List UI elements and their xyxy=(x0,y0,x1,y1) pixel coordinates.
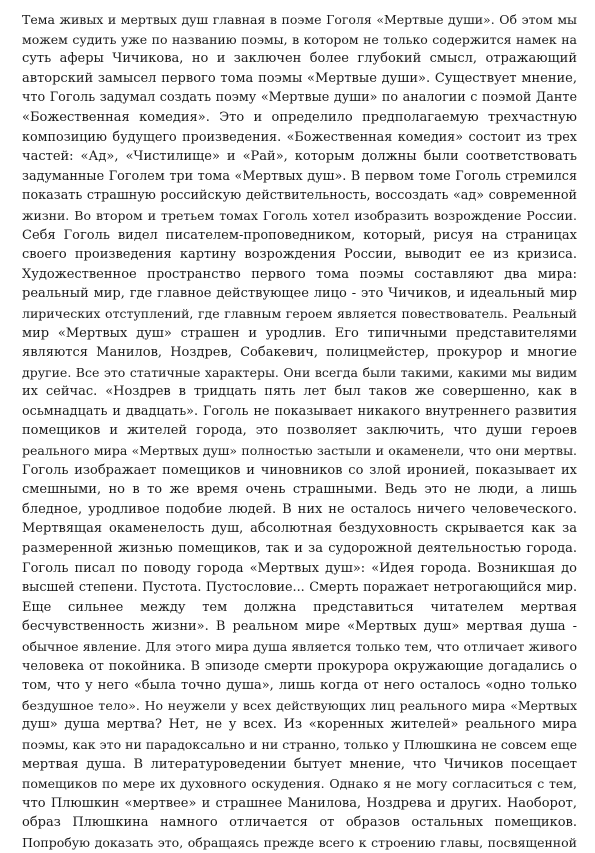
text-line: лирических отступлений, где главным героем является повествователь. Реальный xyxy=(22,305,577,321)
text-line: суть аферы Чичикова, но и заключен более глубокий смысл, отражающий xyxy=(22,51,577,67)
text-line: бездушное тело». Но неужели у всех действующих лиц реального мира «Мертвых xyxy=(22,697,577,713)
text-line: частей: «Ад», «Чистилище» и «Рай», которым должны были соответствовать xyxy=(22,149,577,165)
text-line: реального мира «Мертвых душ» полностью застыли и окаменели, что они мертвы. xyxy=(22,443,577,459)
text-line: осьмнадцать и двадцать». Гоголь не показывает никакого внутреннего развития xyxy=(22,403,577,419)
text-line: мир «Мертвых душ» страшен и уродлив. Его типичными представителями xyxy=(22,325,577,341)
text-line: Тема живых и мертвых душ главная в поэме Гоголя «Мертвые души». Об этом мы xyxy=(22,12,577,27)
text-line: помещиков по мере их духовного оскудения. Однако я не могу согласиться с тем, xyxy=(22,776,577,792)
text-line: что Гоголь задумал создать поэму «Мертвые души» по аналогии с поэмой Данте xyxy=(22,90,577,106)
text-line: являются Манилов, Ноздрев, Собакевич, полицмейстер, прокурор и многие xyxy=(22,345,577,361)
text-line: Мертвящая окаменелость душ, абсолютная бездуховность скрывается как за xyxy=(22,521,577,537)
text-line: задуманные Гоголем три тома «Мертвых душ». В первом томе Гоголь стремился xyxy=(22,168,577,184)
text-line: Художественное пространство первого тома поэмы составляют два мира: xyxy=(22,266,577,282)
text-line: своего произведения картину возрождения России, выводит ее из кризиса. xyxy=(22,247,577,263)
essay-text xyxy=(22,10,577,853)
text-line: Гоголь изображает помещиков и чиновников со злой иронией, показывает их xyxy=(22,462,577,478)
text-line: композицию будущего произведения. «Божественная комедия» состоит из трех xyxy=(22,129,577,145)
text-line: Гоголь писал по поводу города «Мертвых душ»: «Идея города. Возникшая до xyxy=(22,560,577,576)
text-line: бесчувственность жизни». В реальном мире «Мертвых душ» мертвая душа - xyxy=(22,619,577,635)
text-line: помещиков и жителей города, это позволяет заключить, что души героев xyxy=(22,423,577,439)
text-line: размеренной жизнью помещиков, так и за судорожной деятельностью города. xyxy=(22,541,577,557)
text-line: другие. Все это статичные характеры. Они всегда были такими, какими мы видим xyxy=(22,364,577,380)
text-line: высшей степени. Пустота. Пустословие... Смерть поражает нетрогающийся мир. xyxy=(22,580,577,596)
text-line: жизни. Во втором и третьем томах Гоголь хотел изобразить возрождение России. xyxy=(22,207,577,223)
text-line: Еще сильнее между тем должна представиться читателем мертвая xyxy=(22,599,577,615)
text-line: образ Плюшкина намного отличается от образов остальных помещиков. xyxy=(22,815,577,831)
text-line: реальный мир, где главное действующее лицо - это Чичиков, и идеальный мир xyxy=(22,286,577,302)
text-line: обычное явление. Для этого мира душа является только тем, что отличает живого xyxy=(22,639,577,654)
text-line: можем судить уже по названию поэмы, в котором не только содержится намек на xyxy=(22,31,577,47)
text-line: Попробую доказать это, обращаясь прежде всего к строению главы, посвященной xyxy=(22,834,577,850)
text-line: авторский замысел первого тома поэмы «Мертвые души». Существует мнение, xyxy=(22,70,577,86)
text-line: Себя Гоголь видел писателем-проповедником, который, рисуя на страницах xyxy=(22,227,577,243)
text-line: «Божественная комедия». Это и определило предполагаемую трехчастную xyxy=(22,109,577,125)
text-line: том, что у него «была точно душа», лишь когда от него осталось «одно только xyxy=(22,678,577,694)
text-line: что Плюшкин «мертвее» и страшнее Манилова, Ноздрева и других. Наоборот, xyxy=(22,795,577,811)
text-line: человека от покойника. В эпизоде смерти прокурора окружающие догадались о xyxy=(22,658,577,674)
text-line: смешными, но в то же время очень страшными. Ведь это не люди, а лишь xyxy=(22,482,577,498)
text-line: показать страшную российскую действительность, воссоздать «ад» современной xyxy=(22,188,577,204)
text-line: мертвая душа. В литературоведении бытует мнение, что Чичиков посещает xyxy=(22,756,577,772)
text-line: бледное, уродливое подобие людей. В них не осталось ничего человеческого. xyxy=(22,501,577,517)
text-line: душ» душа мертва? Нет, не у всех. Из «коренных жителей» реального мира xyxy=(22,717,577,733)
text-line: их сейчас. «Ноздрев в тридцать пять лет был таков же совершенно, как в xyxy=(22,384,577,400)
text-line: поэмы, как это ни парадоксально и ни странно, только у Плюшкина не совсем еще xyxy=(22,736,577,752)
